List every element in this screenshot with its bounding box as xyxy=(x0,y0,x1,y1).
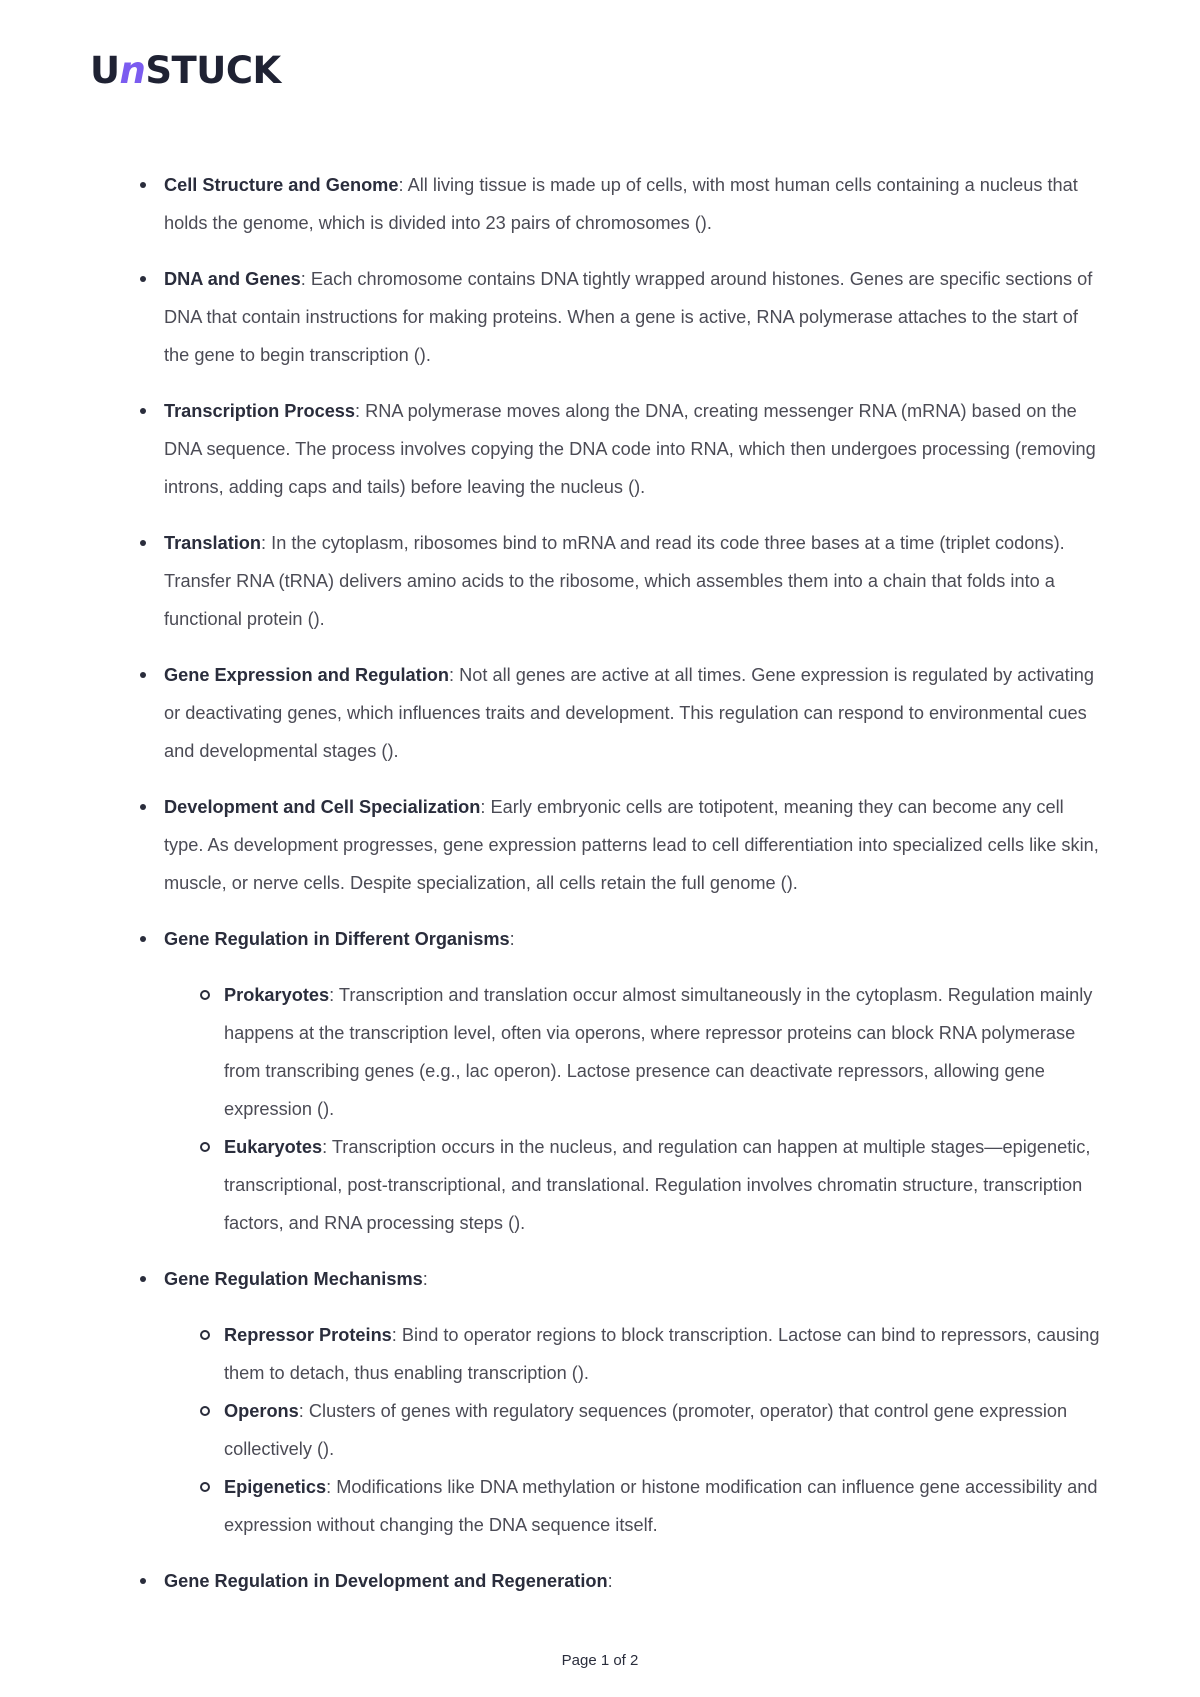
item-text: : Transcription occurs in the nucleus, and regulation can happen at multiple stages—epigenetic, transcriptional, post-transcriptional, and translational. Regulation involves chromatin structure, transcription factors, and RNA processing steps (). xyxy=(224,1137,1091,1233)
item-term: Translation xyxy=(164,533,262,553)
item-text: : xyxy=(422,1269,428,1289)
list-item xyxy=(140,524,1105,638)
unstuck-logo xyxy=(90,49,281,92)
list-item xyxy=(140,1260,1105,1544)
list-item xyxy=(140,788,1105,902)
item-text: : Modifications like DNA methylation or histone modification can influence gene accessibility and expression without changing the DNA sequence itself. xyxy=(224,1477,1098,1535)
item-text: : In the cytoplasm, ribosomes bind to mRNA and read its code three bases at a time (triplet codons). Transfer RNA (tRNA) delivers amino acids to the ribosome, which assembles them into a chain that folds into a functional protein (). xyxy=(164,533,1065,629)
item-term: Gene Regulation in Development and Regeneration xyxy=(164,1571,608,1591)
bullet-list xyxy=(140,166,1105,1600)
document-body xyxy=(140,166,1105,1618)
sub-list-item xyxy=(164,1392,1105,1468)
item-term: DNA and Genes xyxy=(164,269,301,289)
item-term: Epigenetics xyxy=(224,1477,327,1497)
logo-text-start: U xyxy=(90,49,120,92)
list-item xyxy=(140,920,1105,1242)
page-number: Page 1 of 2 xyxy=(561,1652,639,1669)
sub-bullet-list xyxy=(164,1316,1105,1544)
item-term: Cell Structure and Genome xyxy=(164,175,399,195)
item-term: Development and Cell Specialization xyxy=(164,797,481,817)
sub-list-item xyxy=(164,1128,1105,1242)
list-item xyxy=(140,656,1105,770)
list-item xyxy=(140,392,1105,506)
item-text: : Bind to operator regions to block transcription. Lactose can bind to repressors, causing them to detach, thus enabling transcription (). xyxy=(224,1325,1100,1383)
logo-text-end: STUCK xyxy=(145,49,281,92)
item-text: : xyxy=(509,929,515,949)
sub-list-item xyxy=(164,1316,1105,1392)
item-term: Gene Regulation Mechanisms xyxy=(164,1269,423,1289)
item-text: : Each chromosome contains DNA tightly wrapped around histones. Genes are specific sections of DNA that contain instructions for making proteins. When a gene is active, RNA polymerase attaches to the start of the gene to begin transcription (). xyxy=(164,269,1093,365)
item-term: Repressor Proteins xyxy=(224,1325,392,1345)
sub-list-item xyxy=(164,1468,1105,1544)
item-term: Operons xyxy=(224,1401,299,1421)
logo-text-accent: n xyxy=(119,49,146,92)
list-item xyxy=(140,166,1105,242)
item-text: : Early embryonic cells are totipotent, meaning they can become any cell type. As development progresses, gene expression patterns lead to cell differentiation into specialized cells like skin, muscle, or nerve cells. Despite specialization, all cells retain the full genome (). xyxy=(164,797,1099,893)
sub-bullet-list xyxy=(164,976,1105,1242)
item-text: : Clusters of genes with regulatory sequences (promoter, operator) that control gene expression collectively (). xyxy=(224,1401,1068,1459)
item-text: : xyxy=(607,1571,613,1591)
item-term: Eukaryotes xyxy=(224,1137,323,1157)
sub-list-item xyxy=(164,976,1105,1128)
list-item xyxy=(140,260,1105,374)
item-text: : RNA polymerase moves along the DNA, creating messenger RNA (mRNA) based on the DNA sequence. The process involves copying the DNA code into RNA, which then undergoes processing (removing introns, adding caps and tails) before leaving the nucleus (). xyxy=(164,401,1096,497)
item-term: Gene Regulation in Different Organisms xyxy=(164,929,510,949)
item-text: : Not all genes are active at all times. Gene expression is regulated by activating or deactivating genes, which influences traits and development. This regulation can respond to environmental cues and developmental stages (). xyxy=(164,665,1094,761)
item-text: : Transcription and translation occur almost simultaneously in the cytoplasm. Regulation mainly happens at the transcription level, often via operons, where repressor proteins can block RNA polymerase from transcribing genes (e.g., lac operon). Lactose presence can deactivate repressors, allowing gene expression (). xyxy=(224,985,1093,1119)
item-term: Gene Expression and Regulation xyxy=(164,665,449,685)
item-text: : All living tissue is made up of cells, with most human cells containing a nucleus that holds the genome, which is divided into 23 pairs of chromosomes (). xyxy=(164,175,1078,233)
list-item xyxy=(140,1562,1105,1600)
item-term: Prokaryotes xyxy=(224,985,330,1005)
item-term: Transcription Process xyxy=(164,401,356,421)
